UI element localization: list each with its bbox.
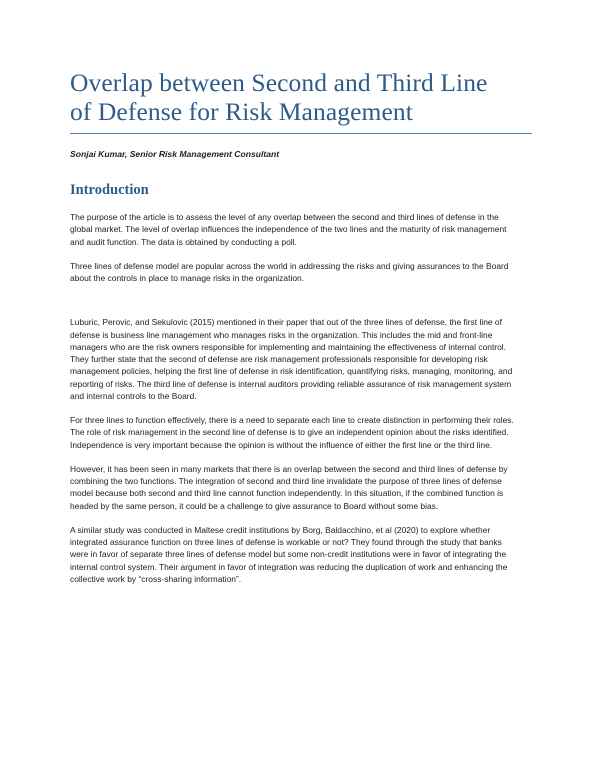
title-line-2: of Defense for Risk Management	[70, 97, 413, 126]
paragraph-separation: For three lines to function effectively, there is a need to separate each line to create distinction in performing their roles. The role of risk management in the second line of defense is to give an independent opinion about the risks identified. Independence is very important because the opinion is without the influence of either the first line or the third line.	[70, 415, 514, 450]
author-byline: Sonjai Kumar, Senior Risk Management Consultant	[70, 149, 280, 159]
paragraph-luburic-study: Luburic, Perovic, and Sekulovic (2015) mentioned in their paper that out of the three lines of defense, the first line of defense is business line management who manages risks in the organization. This includes the mid and front-line managers who are the risk owners responsible for implementing and maintaining the effectiveness of internal control. They further state that the second of defense are risk management professionals responsible for developing risk management policies, helping the first line of defense in risk identification, quantifying risks, managing, monitoring, and reporting of risks. The third line of defense is internal auditors providing reliable assurance of risk management system and internal controls to the Board.	[70, 317, 513, 401]
title-line-1: Overlap between Second and Third Line	[70, 68, 488, 97]
paragraph-three-lines-model: Three lines of defense model are popular across the world in addressing the risks and giving assurances to the Board about the controls in place to manage risks in the organization.	[70, 260, 509, 283]
paragraph-maltese-study: A similar study was conducted in Maltese credit institutions by Borg, Baldacchino, et al (2020) to explore whether integrated assurance function on three lines of defense is workable or not? They found through the study that banks were in favor of separate three lines of defense model but some non-credit institutions were in favor of integrating the internal control system. Their argument in favor of integration was reducing the duplication of work and enhancing the collective work by “cross-sharing information”.	[70, 524, 508, 584]
paragraph-overlap: However, it has been seen in many markets that there is an overlap between the second and third lines of defense by combining the two functions. The integration of second and third line invalidate the purpose of three lines of defense model because both second and third line cannot function independently. In this situation, if the combined function is headed by the same person, it could be a challenge to give assurance to Board without some bias.	[70, 463, 508, 511]
section-heading-introduction: Introduction	[70, 182, 149, 198]
title-divider	[70, 133, 532, 134]
paragraph-purpose: The purpose of the article is to assess the level of any overlap between the second and third lines of defense in the global market. The level of overlap influences the independence of the two lines and the maturity of risk management and audit function. The data is obtained by conducting a poll.	[70, 212, 507, 247]
document-title	[70, 68, 516, 126]
